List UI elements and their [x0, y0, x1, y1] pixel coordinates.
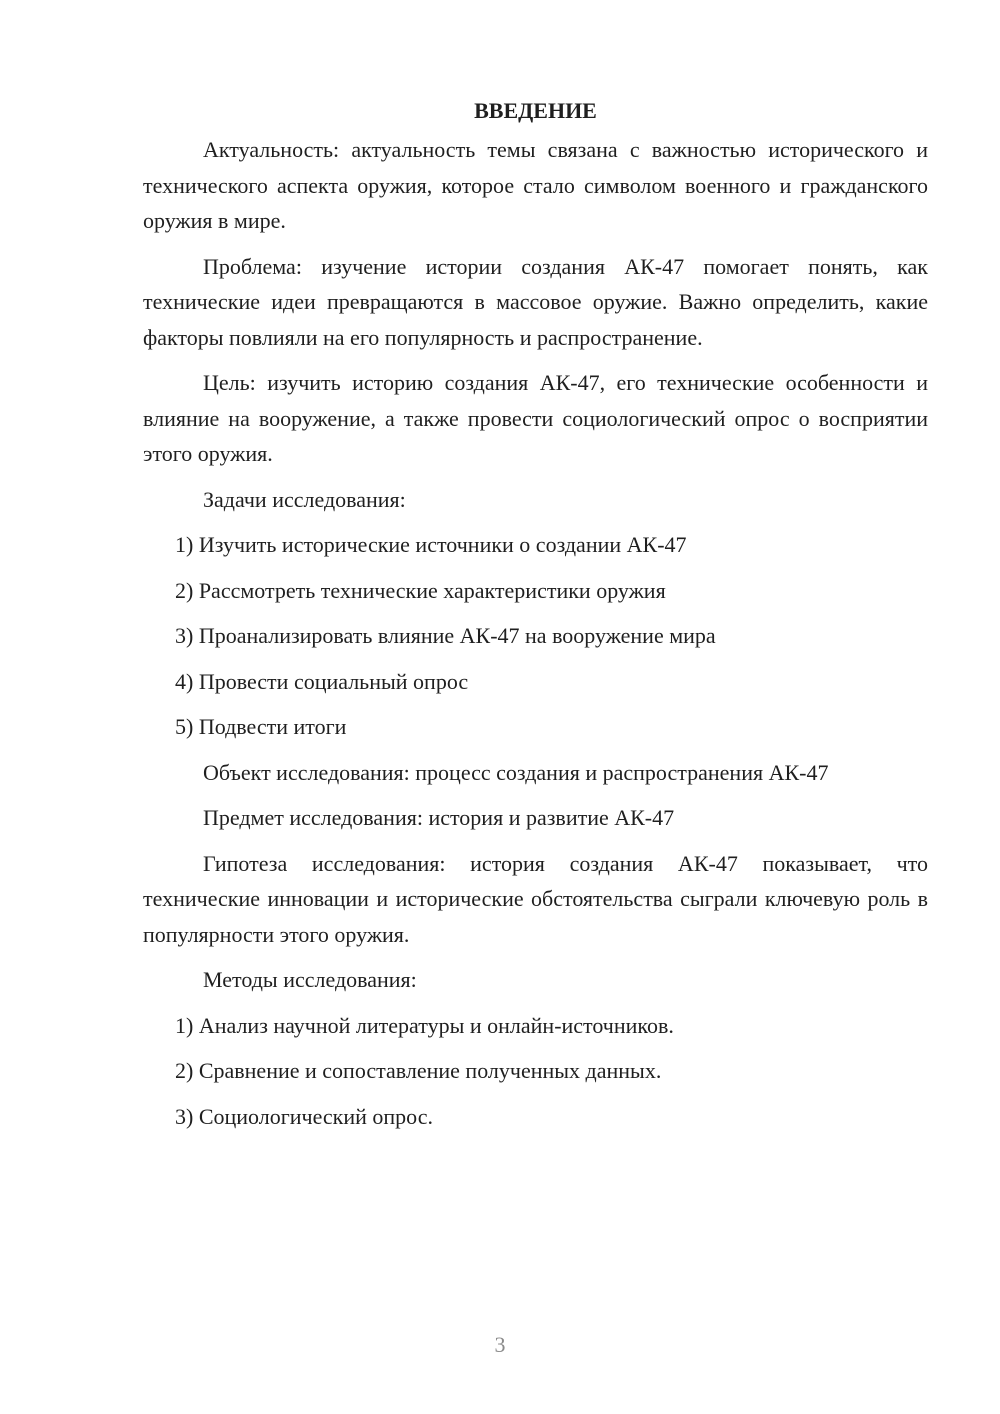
list-item: 5) Подвести итоги: [175, 714, 347, 739]
tasks-list: [143, 527, 928, 745]
list-item: 1) Анализ научной литературы и онлайн-источников.: [175, 1012, 674, 1038]
list-item: 3) Социологический опрос.: [175, 1103, 433, 1129]
document-page: [143, 93, 928, 1144]
object-line: Объект исследования: процесс создания и распространения АК-47: [203, 759, 829, 785]
hypothesis-paragraph: Гипотеза исследования: история создания АК-47 показывает, что технические инновации и исторические обстоятельства сыграли ключевую роль в популярности этого оружия.: [143, 850, 928, 947]
tasks-title: Задачи исследования:: [203, 486, 406, 512]
list-item: 2) Сравнение и сопоставление полученных данных.: [175, 1058, 662, 1083]
list-item: 3) Проанализировать влияние АК-47 на вооружение мира: [175, 623, 716, 648]
relevance-paragraph: Актуальность: актуальность темы связана с важностью исторического и технического аспекта оружия, которое стало символом военного и гражданского оружия в мире.: [143, 137, 928, 233]
methods-list: [143, 1008, 928, 1135]
section-heading: ВВЕДЕНИЕ: [474, 98, 597, 123]
list-item: 4) Провести социальный опрос: [175, 668, 469, 694]
goal-paragraph: Цель: изучить историю создания АК-47, его технические особенности и влияние на вооружение, а также провести социологический опрос о восприятии этого оружия.: [143, 370, 928, 466]
page-number: 3: [494, 1332, 506, 1357]
list-item: 1) Изучить исторические источники о создании АК-47: [175, 532, 687, 557]
problem-paragraph: Проблема: изучение истории создания АК-47 помогает понять, как технические идеи превращаются в массовое оружие. Важно определить, какие факторы повлияли на его популярность и распространение.: [143, 253, 928, 350]
subject-line: Предмет исследования: история и развитие АК-47: [203, 805, 675, 830]
list-item: 2) Рассмотреть технические характеристики оружия: [175, 577, 666, 603]
methods-title: Методы исследования:: [203, 967, 417, 992]
